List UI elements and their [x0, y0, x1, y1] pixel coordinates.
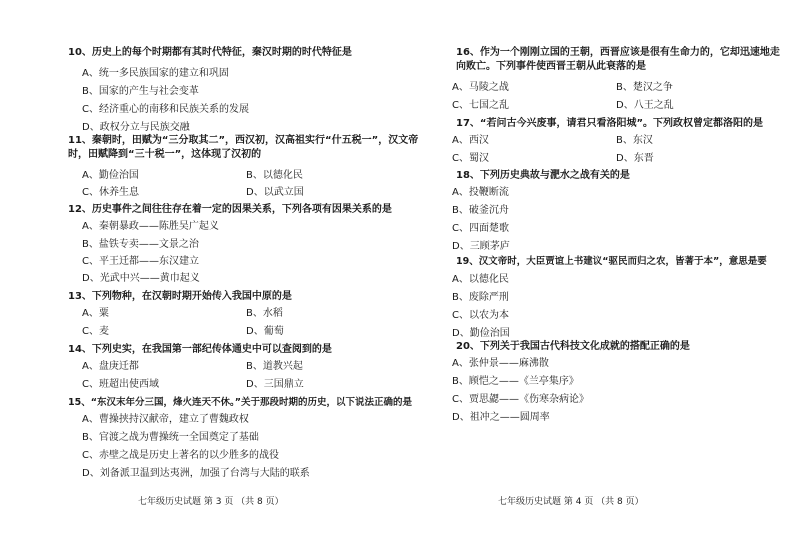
- question-14-stem: 14、下列史实，在我国第一部纪传体通史中可以查阅到的是: [68, 344, 332, 355]
- question-11-stem: 11、秦朝时，田赋为“三分取其二”，西汉初，汉高祖实行“什五税一”，汉文帝时，田赋降到“三十税一”，这体现了汉初的: [68, 135, 419, 160]
- question-20-stem: 20、下列关于我国古代科技文化成就的搭配正确的是: [456, 341, 690, 352]
- question-11-option-a[interactable]: A、勤俭治国: [82, 170, 139, 181]
- question-20-option-c[interactable]: C、贾思勰——《伤寒杂病论》: [452, 394, 589, 405]
- question-15-option-b[interactable]: B、官渡之战为曹操统一全国奠定了基础: [82, 432, 259, 443]
- question-16-option-c[interactable]: C、七国之乱: [452, 100, 509, 111]
- question-15-option-c[interactable]: C、赤壁之战是历史上著名的以少胜多的战役: [82, 450, 279, 461]
- question-16-option-d[interactable]: D、八王之乱: [616, 100, 674, 111]
- question-10-option-c[interactable]: C、经济重心的南移和民族关系的发展: [82, 104, 249, 115]
- question-10-option-d[interactable]: D、政权分立与民族交融: [82, 122, 190, 133]
- question-12-option-a[interactable]: A、秦朝暴政——陈胜吴广起义: [82, 221, 219, 232]
- question-10-option-b[interactable]: B、国家的产生与社会变革: [82, 86, 199, 97]
- question-19-option-d[interactable]: D、勤俭治国: [452, 328, 510, 339]
- question-20-option-b[interactable]: B、顾恺之——《兰亭集序》: [452, 376, 579, 387]
- question-17-option-a[interactable]: A、西汉: [452, 135, 489, 146]
- page-footer: 七年级历史试题 第 4 页 （共 8 页）: [498, 497, 644, 507]
- question-11-option-c[interactable]: C、休养生息: [82, 187, 139, 198]
- page-3: [68, 0, 438, 550]
- question-17-stem: 17、“若问古今兴废事，请君只看洛阳城”。下列政权曾定都洛阳的是: [456, 118, 764, 129]
- question-12-stem: 12、历史事件之间往往存在着一定的因果关系，下列各项有因果关系的是: [68, 204, 392, 215]
- question-20-option-d[interactable]: D、祖冲之——圆周率: [452, 412, 550, 423]
- question-11-option-d[interactable]: D、以武立国: [246, 187, 304, 198]
- question-16-option-a[interactable]: A、马陵之战: [452, 82, 509, 93]
- question-18-stem: 18、下列历史典故与淝水之战有关的是: [456, 170, 630, 181]
- question-18-option-b[interactable]: B、破釜沉舟: [452, 205, 509, 216]
- question-12-option-c[interactable]: C、平王迁都——东汉建立: [82, 256, 199, 267]
- question-12-option-d[interactable]: D、光武中兴——黄巾起义: [82, 273, 200, 284]
- question-17-option-c[interactable]: C、蜀汉: [452, 153, 489, 164]
- question-15-option-d[interactable]: D、刘备派卫温到达夷洲，加强了台湾与大陆的联系: [82, 468, 310, 479]
- question-14-option-a[interactable]: A、盘庚迁都: [82, 361, 139, 372]
- question-16-option-b[interactable]: B、楚汉之争: [616, 82, 673, 93]
- question-19-option-c[interactable]: C、以农为本: [452, 310, 509, 321]
- question-13-option-b[interactable]: B、水稻: [246, 308, 283, 319]
- question-19-option-b[interactable]: B、废除严刑: [452, 292, 509, 303]
- question-18-option-a[interactable]: A、投鞭断流: [452, 187, 509, 198]
- question-11-option-b[interactable]: B、以德化民: [246, 170, 303, 181]
- question-12-option-b[interactable]: B、盐铁专卖——文景之治: [82, 239, 199, 250]
- page-footer: 七年级历史试题 第 3 页 （共 8 页）: [138, 497, 284, 507]
- question-16-stem: 16、作为一个刚刚立国的王朝，西晋应该是很有生命力的，它却迅速地走向败亡。下列事件使西晋王朝从此衰落的是: [456, 47, 780, 72]
- question-19-option-a[interactable]: A、以德化民: [452, 274, 509, 285]
- question-18-option-c[interactable]: C、四面楚歌: [452, 223, 509, 234]
- question-14-option-d[interactable]: D、三国鼎立: [246, 379, 304, 390]
- question-15-option-a[interactable]: A、曹操挟持汉献帝，建立了曹魏政权: [82, 414, 249, 425]
- page-4: [438, 0, 794, 550]
- question-19-stem: 19、汉文帝时，大臣贾谊上书建议“驱民而归之农，皆著于本”，意思是要: [456, 256, 767, 267]
- question-17-option-d[interactable]: D、东晋: [616, 153, 654, 164]
- question-13-option-d[interactable]: D、葡萄: [246, 326, 284, 337]
- question-14-option-c[interactable]: C、班超出使西域: [82, 379, 159, 390]
- question-10-option-a[interactable]: A、统一多民族国家的建立和巩固: [82, 68, 229, 79]
- question-14-option-b[interactable]: B、道教兴起: [246, 361, 303, 372]
- question-13-option-a[interactable]: A、粟: [82, 308, 109, 319]
- question-18-option-d[interactable]: D、三顾茅庐: [452, 241, 510, 252]
- question-15-stem: 15、“东汉末年分三国，烽火连天不休。”关于那段时期的历史，以下说法正确的是: [68, 397, 412, 408]
- question-20-option-a[interactable]: A、张仲景——麻沸散: [452, 358, 549, 369]
- question-17-option-b[interactable]: B、东汉: [616, 135, 653, 146]
- question-10-stem: 10、历史上的每个时期都有其时代特征，秦汉时期的时代特征是: [68, 47, 352, 58]
- question-13-stem: 13、下列物种，在汉朝时期开始传入我国中原的是: [68, 291, 292, 302]
- question-13-option-c[interactable]: C、麦: [82, 326, 109, 337]
